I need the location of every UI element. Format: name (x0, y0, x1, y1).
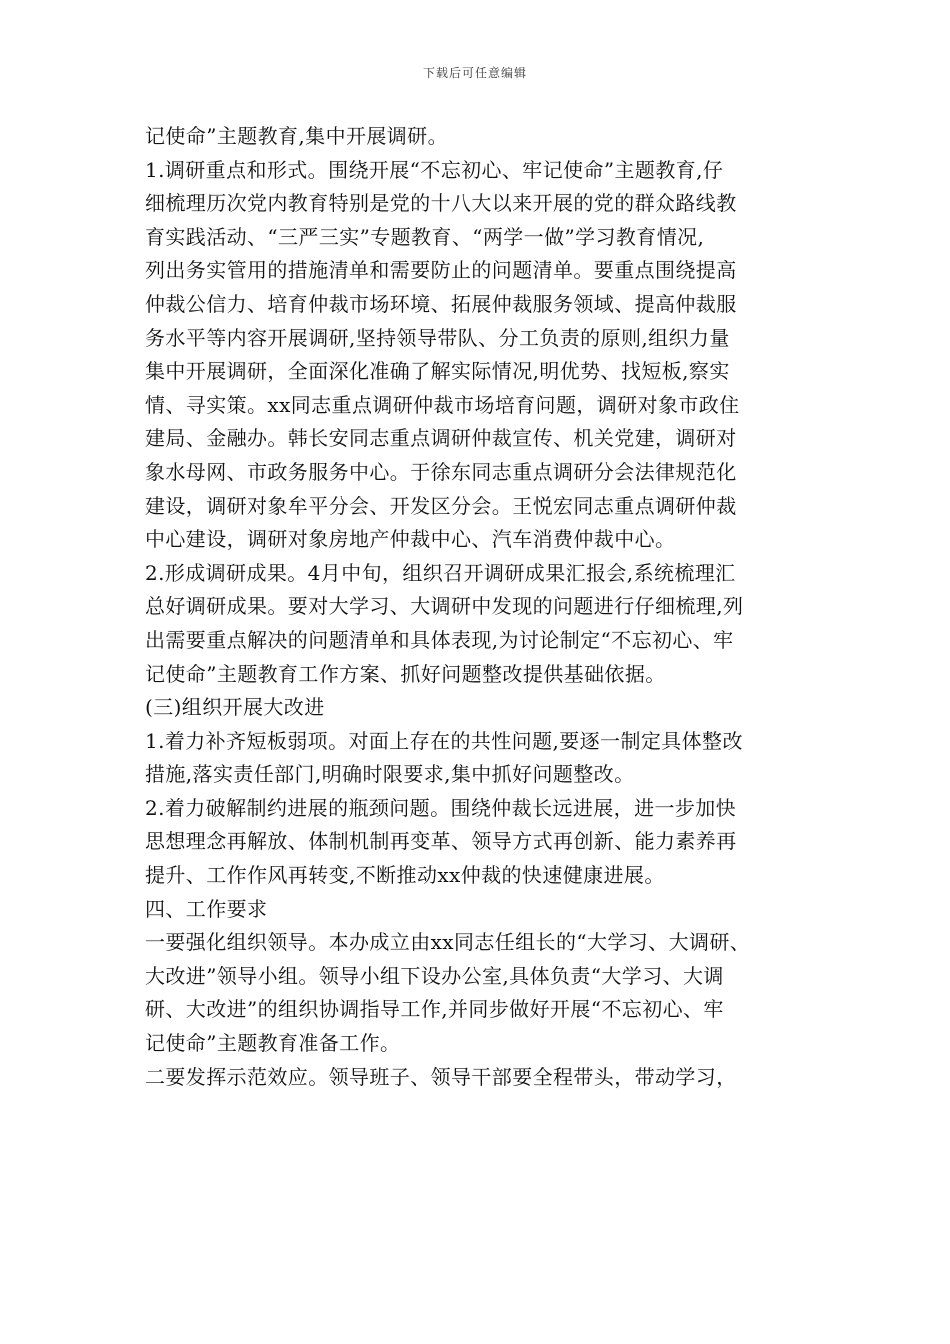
text-line: 象水母网、市政务服务中心。于徐东同志重点调研分会法律规范化 (145, 459, 737, 484)
text-line: 二要发挥示范效应。领导班子、领导干部要全程带头，带动学习， (145, 1064, 737, 1089)
text-line: 1.着力补齐短板弱项。对面上存在的共性问题,要逐一制定具体整改 (145, 728, 743, 753)
text-line: 1.调研重点和形式。围绕开展“不忘初心、牢记使命”主题教育,仔 (145, 157, 724, 182)
text-line: 出需要重点解决的问题清单和具体表现,为讨论制定“不忘初心、牢 (145, 627, 734, 652)
text-line: 措施,落实责任部门,明确时限要求,集中抓好问题整改。 (145, 762, 635, 787)
text-line: 集中开展调研，全面深化准确了解实际情况,明优势、找短板,察实 (145, 359, 730, 384)
text-line: (三)组织开展大改进 (145, 695, 325, 720)
text-line: 四、工作要求 (145, 896, 268, 921)
text-line: 仲裁公信力、培育仲裁市场环境、拓展仲裁服务领域、提高仲裁服 (145, 291, 737, 316)
text-line: 一要强化组织领导。本办成立由xx同志任组长的“大学习、大调研、 (145, 930, 751, 955)
text-line: 列出务实管用的措施清单和需要防止的问题清单。要重点围绕提高 (145, 258, 737, 283)
page-header: 下载后可任意编辑 (422, 66, 527, 80)
text-line: 记使命”主题教育准备工作。 (145, 1031, 401, 1056)
text-line: 情、寻实策。xx同志重点调研仲裁市场培育问题，调研对象市政住 (145, 392, 740, 417)
text-line: 中心建设，调研对象房地产仲裁中心、汽车消费仲裁中心。 (145, 527, 676, 552)
document-body (145, 120, 810, 1094)
text-line: 记使命”主题教育工作方案、抓好问题整改提供基础依据。 (145, 661, 666, 686)
text-line: 思想理念再解放、体制机制再变革、领导方式再创新、能力素养再 (145, 829, 737, 854)
text-line: 细梳理历次党内教育特别是党的十八大以来开展的党的群众路线教 (145, 191, 737, 216)
text-line: 2.形成调研成果。4月中旬，组织召开调研成果汇报会,系统梳理汇 (145, 560, 736, 585)
text-line: 总好调研成果。要对大学习、大调研中发现的问题进行仔细梳理,列 (145, 594, 744, 619)
text-line: 大改进”领导小组。领导小组下设办公室,具体负责“大学习、大调 (145, 963, 724, 988)
text-line: 2.着力破解制约进展的瓶颈问题。围绕仲裁长远进展，进一步加快 (145, 795, 737, 820)
text-line: 研、大改进”的组织协调指导工作,并同步做好开展“不忘初心、牢 (145, 997, 724, 1022)
text-line: 务水平等内容开展调研,坚持领导带队、分工负责的原则,组织力量 (145, 325, 730, 350)
text-line: 育实践活动、“三严三实”专题教育、“两学一做”学习教育情况, (145, 224, 705, 249)
text-line: 提升、工作作风再转变,不断推动xx仲裁的快速健康进展。 (145, 863, 665, 888)
text-line: 建设，调研对象牟平分会、开发区分会。王悦宏同志重点调研仲裁 (145, 493, 737, 518)
text-line: 建局、金融办。韩长安同志重点调研仲裁宣传、机关党建，调研对 (145, 426, 737, 451)
text-line: 记使命”主题教育,集中开展调研。 (145, 124, 448, 148)
